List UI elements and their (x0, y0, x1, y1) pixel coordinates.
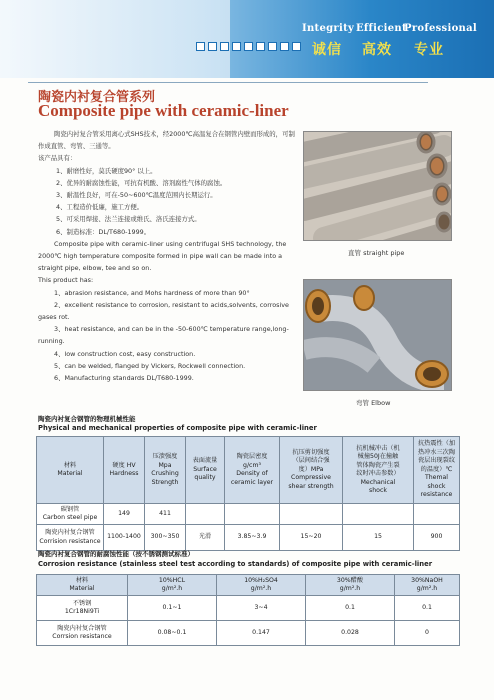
feature-en-item: 2、excellent resistance to corrosion, resistant to acids,solvents, corrosive gases rot. (38, 300, 289, 322)
description (38, 128, 300, 384)
slogan-efficient: Efficient (356, 23, 407, 34)
table1-title-cn: 陶瓷内衬复合钢管的物理机械性能 (38, 415, 136, 423)
header-cell: 材料 Material (37, 437, 104, 504)
corrosion-table (36, 574, 460, 646)
header-cell: 陶瓷层密度 g/cm³ Density of ceramic layer (225, 437, 280, 504)
header-cell: 压溃强度 Mpa Crushing Strength (145, 437, 186, 504)
feature-cn-item: 2、优异的耐腐蚀性能，可抗有机酸、溶剂腐性气体的腐蚀。 (56, 178, 227, 187)
table-cell: 1100-1400 (104, 525, 145, 551)
feature-en-item: 5、can be welded, flanged by Vickers, Rockwell connection. (54, 361, 246, 370)
header-cell: 硬度 HV Hardness (104, 437, 145, 504)
table1-title-en: Physical and mechanical properties of composite pipe with ceramic-liner (38, 424, 317, 432)
table2-title-en: Corrosion resistance (stainless steel test according to standards) of composite pipe with ceramic-liner (38, 560, 433, 568)
table-cell: 900 (414, 525, 460, 551)
header-cell: 表面流量 Surface quality (186, 437, 225, 504)
table-cell: 0.147 (217, 621, 306, 646)
intro-en: Composite pipe with ceramic-liner using centrifugal SHS technology, the 2000℃ high temperature composite formed in pipe wall can be made into a straight pipe, elbow, tee and so on. (38, 239, 287, 273)
table-cell: 0.1~1 (128, 596, 217, 621)
table-cell: 0.08~0.1 (128, 621, 217, 646)
table-header-row (37, 575, 460, 596)
header-cell: 抗压剪切强度 （层间结合强 度）MPa Compressive shear strength (280, 437, 343, 504)
feature-cn-item: 1、耐磨性好，莫氏硬度90° 以上。 (56, 166, 157, 175)
slogan-cn-efficient: 高效 (362, 42, 392, 58)
material-cell: 碳钢管 Carbon steel pipe (37, 504, 104, 525)
feature-cn-item: 6、制造标准：DL/T680-1999。 (56, 227, 151, 236)
table-cell: 3.85~3.9 (225, 525, 280, 551)
table-cell: 0.028 (306, 621, 395, 646)
header-cell: 材料 Material (37, 575, 128, 596)
material-cell: 陶瓷内衬复合钢管 Corrsion resistance (37, 621, 128, 646)
table-cell (343, 504, 414, 525)
feature-en-item: 6、Manufacturing standards DL/T680-1999. (54, 374, 194, 383)
feature-cn-item: 5、可采用焊接、法兰连接或维氏、洛氏连接方式。 (56, 215, 201, 224)
table-cell: 300~350 (145, 525, 186, 551)
header-cell: 10%H₂SO4 g/m².h (217, 575, 306, 596)
table-cell (225, 504, 280, 525)
header-cell: 30%醋酸 g/m².h (306, 575, 395, 596)
features-en-label: This product has: (38, 276, 94, 285)
table-cell: 15 (343, 525, 414, 551)
header-band-fade (0, 0, 230, 78)
table-cell: 3~4 (217, 596, 306, 621)
table-row (37, 596, 460, 621)
feature-en-item: 3、heat resistance, and can be in the -50-600℃ temperature range,long-running. (38, 325, 289, 346)
table-cell (186, 504, 225, 525)
table-cell: 0.1 (306, 596, 395, 621)
features-cn-label: 该产品具有： (38, 154, 77, 163)
divider (28, 82, 428, 83)
material-cell: 陶瓷内衬复合钢管 Corrision resistance (37, 525, 104, 551)
table-row (37, 525, 460, 551)
material-cell: 不锈钢 1Cr18Ni9Ti (37, 596, 128, 621)
straight-pipe-caption: 直管 straight pipe (348, 249, 405, 257)
feature-en-item: 4、low construction cost, easy construction. (54, 349, 196, 358)
table-cell: 15~20 (280, 525, 343, 551)
page-title-en: Composite pipe with ceramic-liner (38, 101, 289, 120)
straight-pipe-photo (303, 131, 452, 241)
table-cell: 149 (104, 504, 145, 525)
table-cell (414, 504, 460, 525)
feature-cn-item: 4、工程造价低廉，施工方便。 (56, 203, 144, 212)
elbow-caption: 弯管 Elbow (356, 399, 391, 407)
feature-en-item: 1、abrasion resistance, and Mohs hardness of more than 90° (54, 288, 250, 297)
feature-cn-item: 3、耐温性良好，可在-50~600℃温度范围内长期运行。 (56, 191, 217, 200)
table-cell: 0 (395, 621, 460, 646)
page-title-cn: 陶瓷内衬复合管系列 (38, 90, 156, 105)
table-header-row (37, 437, 460, 504)
slogan-integrity: Integrity (302, 23, 355, 34)
properties-table (36, 436, 460, 551)
table-cell: 0.1 (395, 596, 460, 621)
decorative-squares (196, 42, 301, 51)
elbow-photo (303, 279, 452, 391)
slogan-cn-professional: 专业 (414, 42, 444, 58)
table-cell: 光滑 (186, 525, 225, 551)
header-cell: 抗机械冲击（机 械撞50J在撞触 管体陶瓷产生裂 纹时冲击参数） Mechanical shock (343, 437, 414, 504)
table-cell (280, 504, 343, 525)
intro-cn: 陶瓷内衬复合管采用离心式SHS技术，经2000℃高温复合在钢管内壁而形成的，可制作成直管、弯管、三通等。 (38, 130, 295, 151)
header-cell: 10%HCL g/m².h (128, 575, 217, 596)
table-row (37, 621, 460, 646)
slogan-cn-integrity: 诚信 (312, 42, 342, 58)
table2-title-cn: 陶瓷内衬复合钢管的耐腐蚀性能（按不锈钢测试标准） (38, 550, 194, 558)
header-cell: 抗热震性（加 热冲水三次陶 瓷层出现裂纹 的温度）℃ Themal shock resistance (414, 437, 460, 504)
slogan-professional: Professional (404, 23, 477, 34)
table-cell: 411 (145, 504, 186, 525)
header-cell: 30%NaOH g/m².h (395, 575, 460, 596)
table-row (37, 504, 460, 525)
